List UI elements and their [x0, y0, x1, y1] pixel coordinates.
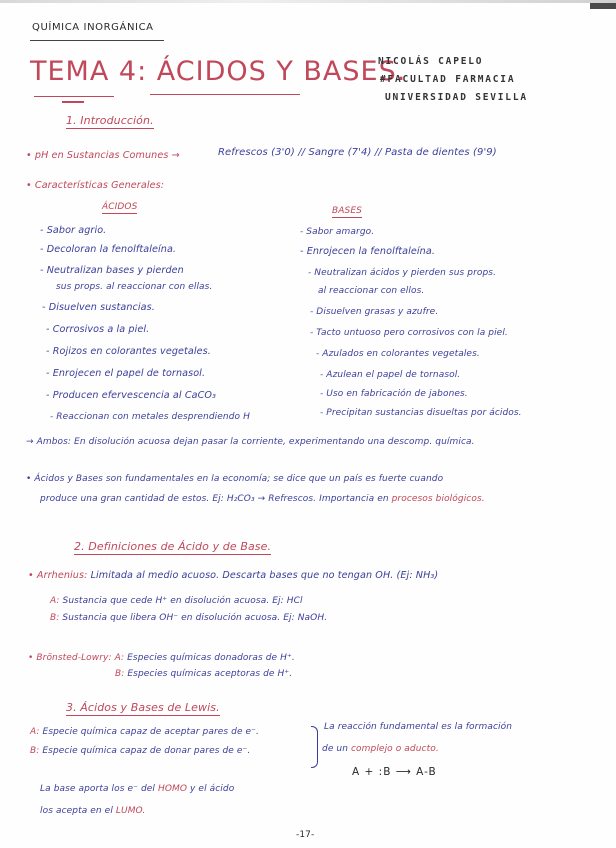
arrhenius-label: • Arrhenius: — [28, 570, 88, 581]
both-note: → Ambos: En disolución acuosa dejan pasar la corriente, experimentando una descomp. química. — [26, 437, 475, 447]
section-heading-introduccion: 1. Introducción. — [66, 114, 154, 127]
economy-line-1: • Ácidos y Bases son fundamentales en la economía; se dice que un país es fuerte cuando — [26, 474, 444, 484]
title-underline — [150, 94, 300, 95]
author-name: NICOLÁS CAPELO — [378, 56, 484, 67]
reaction-text: de un — [322, 744, 349, 754]
acid-property: - Reaccionan con metales desprendiendo H — [50, 412, 250, 422]
base-property: - Tacto untuoso pero corrosivos con la piel. — [310, 328, 508, 338]
homo-text-suffix: y el ácido — [190, 784, 235, 794]
lewis-base — [30, 746, 250, 756]
arrhenius-acid — [50, 596, 303, 606]
economy-line-2 — [40, 494, 485, 504]
lewis-acid — [30, 727, 259, 737]
lumo-line — [40, 806, 145, 816]
reaction-line-1: La reacción fundamental es la formación — [324, 722, 513, 732]
base-definition: Especie química capaz de donar pares de e⁻. — [42, 746, 251, 756]
acid-label: A: — [30, 727, 40, 737]
homo-line — [40, 784, 234, 794]
base-property: - Neutralizan ácidos y pierden sus props. — [308, 268, 497, 278]
subject-label: QUÍMICA INORGÁNICA — [32, 22, 154, 33]
acid-definition: Especie química capaz de aceptar pares de e⁻. — [42, 727, 259, 737]
economy-highlight: procesos biológicos. — [391, 494, 485, 504]
page-number: -17- — [296, 830, 315, 840]
acid-property-continued: sus props. al reaccionar con ellas. — [56, 282, 213, 292]
lewis-equation: A + :B ⟶ A-B — [352, 766, 437, 778]
lumo-text: los acepta en el — [40, 806, 113, 816]
ph-label: • pH en Sustancias Comunes → — [26, 150, 180, 161]
base-property: - Azulean el papel de tornasol. — [320, 370, 461, 380]
title-underline — [34, 96, 114, 97]
acid-label: A: — [50, 596, 60, 606]
author-university: UNIVERSIDAD SEVILLA — [385, 92, 528, 103]
acids-heading: ÁCIDOS — [102, 202, 138, 212]
title-underline — [62, 101, 84, 103]
base-property: - Precipitan sustancias disueltas por ácidos. — [320, 408, 522, 418]
base-definition: Especies químicas aceptoras de H⁺. — [127, 669, 293, 679]
acid-label: A: — [114, 653, 125, 663]
subject-underline — [30, 40, 164, 41]
acid-property: - Rojizos en colorantes vegetales. — [46, 346, 211, 357]
arrhenius-base — [50, 613, 327, 623]
base-label: B: — [30, 746, 40, 756]
arrhenius-line — [28, 570, 438, 581]
acid-property: - Enrojecen el papel de tornasol. — [46, 368, 206, 379]
acid-property: - Disuelven sustancias. — [42, 302, 155, 313]
base-property: - Uso en fabricación de jabones. — [320, 389, 468, 399]
bronsted-acid — [28, 653, 295, 663]
author-faculty: #FACULTAD FARMACIA — [380, 74, 516, 85]
scan-edge — [0, 0, 616, 3]
base-label: B: — [50, 613, 60, 623]
base-property: - Disuelven grasas y azufre. — [310, 307, 439, 317]
reaction-highlight: complejo o aducto. — [351, 744, 439, 754]
acid-definition: Sustancia que cede H⁺ en disolución acuosa. Ej: HCl — [62, 596, 303, 606]
lumo-highlight: LUMO. — [115, 806, 146, 816]
page-title: TEMA 4: ÁCIDOS Y BASES. — [30, 56, 407, 87]
acid-property: - Producen efervescencia al CaCO₃ — [46, 390, 216, 401]
homo-text: La base aporta los e⁻ del — [40, 784, 155, 794]
general-characteristics-label: • Características Generales: — [26, 180, 165, 191]
section-heading-definiciones: 2. Definiciones de Ácido y de Base. — [74, 540, 272, 553]
reaction-line-2 — [322, 744, 439, 754]
arrhenius-text: Limitada al medio acuoso. Descarta bases que no tengan OH. (Ej: NH₃) — [90, 570, 439, 581]
base-property: - Azulados en colorantes vegetales. — [316, 349, 480, 359]
base-property-continued: al reaccionar con ellos. — [318, 286, 425, 296]
economy-text: produce una gran cantidad de estos. Ej: H₂CO₃ → Refrescos. Importancia en — [40, 494, 389, 504]
acid-property: - Neutralizan bases y pierden — [40, 265, 184, 276]
acid-property: - Decoloran la fenolftaleína. — [40, 244, 177, 255]
base-property: - Enrojecen la fenolftaleína. — [300, 246, 435, 257]
base-definition: Sustancia que libera OH⁻ en disolución acuosa. Ej: NaOH. — [62, 613, 328, 623]
acid-definition: Especies químicas donadoras de H⁺. — [127, 653, 295, 663]
brace-icon — [311, 726, 318, 768]
base-label: B: — [115, 669, 125, 679]
ph-values: Refrescos (3'0) // Sangre (7'4) // Pasta de dientes (9'9) — [218, 147, 497, 158]
section-heading-lewis: 3. Ácidos y Bases de Lewis. — [66, 701, 220, 714]
acid-property: - Corrosivos a la piel. — [46, 324, 150, 335]
bronsted-base — [115, 669, 292, 679]
scan-artifact — [590, 3, 616, 9]
base-property: - Sabor amargo. — [300, 227, 375, 237]
acid-property: - Sabor agrio. — [40, 225, 107, 236]
homo-highlight: HOMO — [157, 784, 188, 794]
bases-heading: BASES — [332, 206, 362, 216]
bronsted-label: • Brönsted-Lowry: — [28, 653, 112, 663]
